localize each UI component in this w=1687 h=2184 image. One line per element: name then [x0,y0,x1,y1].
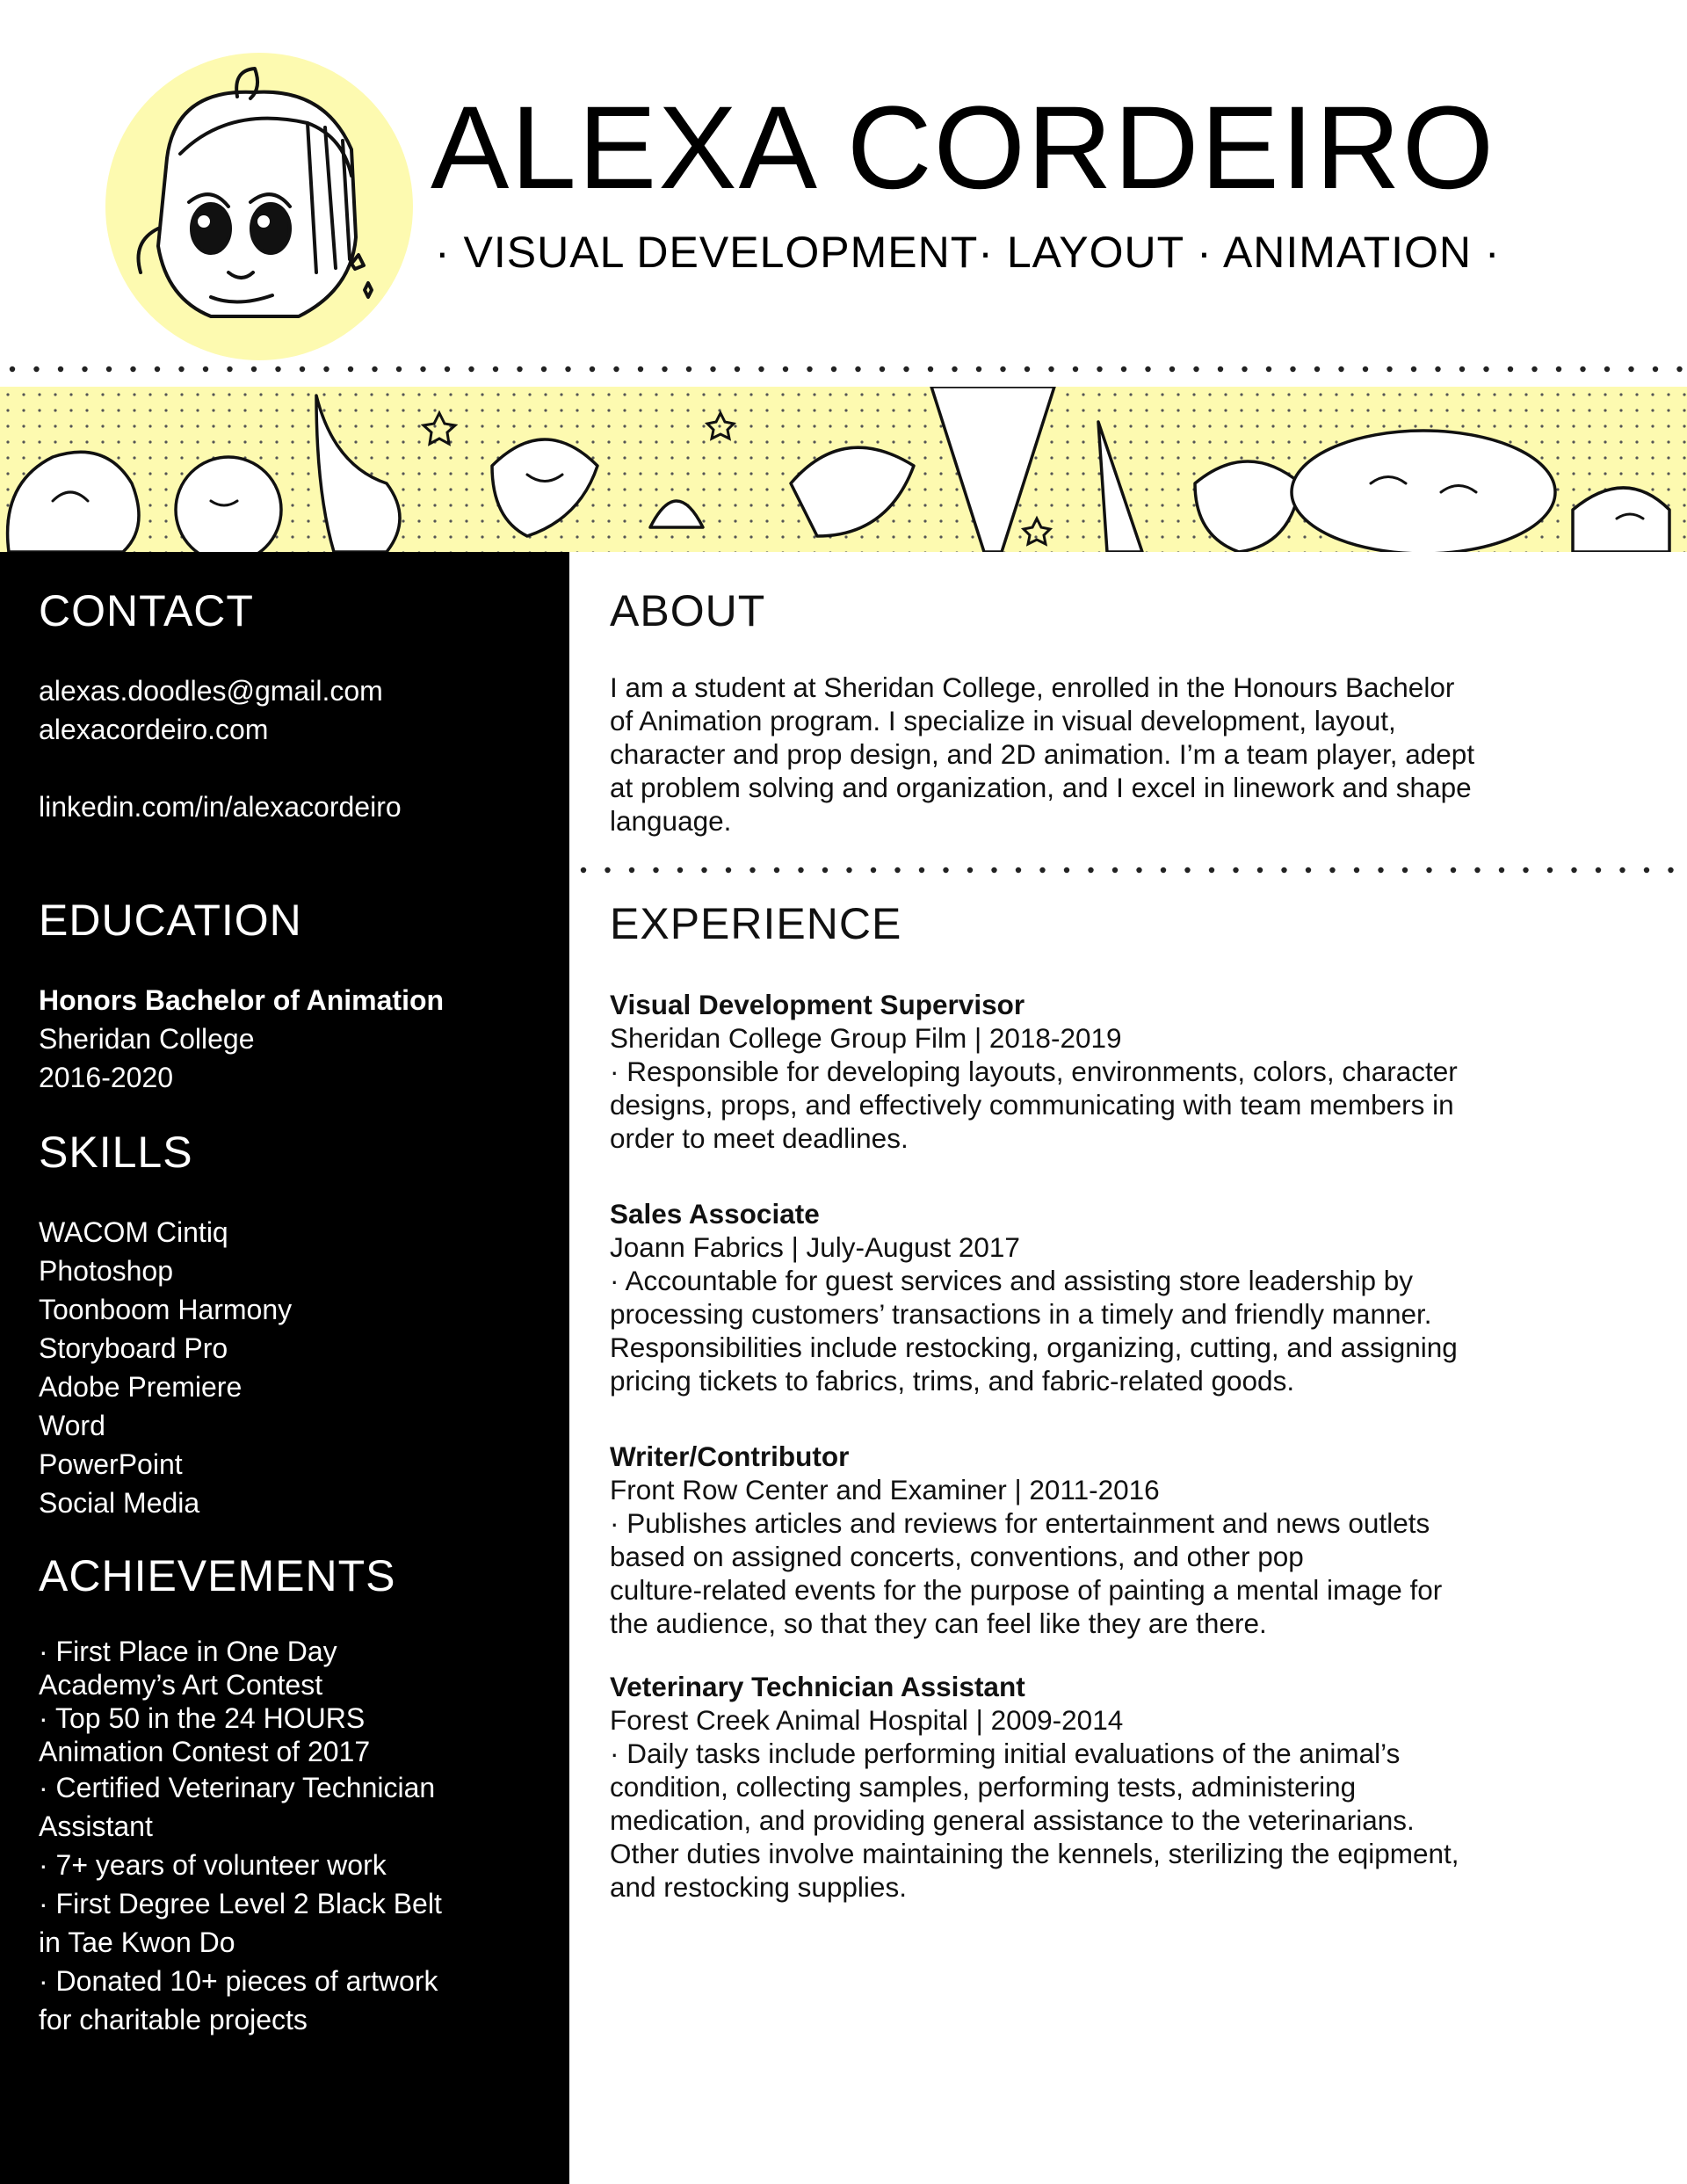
skill-item: PowerPoint [39,1448,183,1480]
achievement-line: · Certified Veterinary Technician [39,1772,436,1803]
job-org: Forest Creek Animal Hospital | 2009-2014 [610,1704,1124,1736]
page-title: ALEXA CORDEIRO [431,83,1496,214]
skill-item: Word [39,1410,105,1441]
about-line: character and prop design, and 2D animation. I’m a team player, adept [610,738,1475,770]
job-line: pricing tickets to fabrics, trims, and fabric-related goods. [610,1365,1295,1397]
about-text [610,671,1664,838]
education-info [39,981,548,1097]
about-heading: ABOUT [610,586,766,635]
education-heading: EDUCATION [39,896,302,945]
achievement-line: for charitable projects [39,2004,308,2035]
job-title: Sales Associate [610,1198,820,1230]
job-line: · Accountable for guest services and assisting store leadership by [610,1265,1413,1296]
school: Sheridan College [39,1023,255,1055]
job-line: designs, props, and effectively communicating with team members in [610,1089,1454,1121]
job-org: Front Row Center and Examiner | 2011-2016 [610,1474,1160,1506]
skill-item: Social Media [39,1487,200,1519]
website-link[interactable]: alexacordeiro.com [39,714,269,745]
achievement-line: · Top 50 in the 24 HOURS [39,1702,366,1734]
education-years: 2016-2020 [39,1062,174,1093]
dotted-divider [573,860,1687,881]
job-entry [610,988,1664,1155]
job-line: and restocking supplies. [610,1871,907,1903]
job-title: Writer/Contributor [610,1440,850,1472]
job-line: Responsibilities include restocking, organizing, cutting, and assigning [610,1331,1458,1363]
skills-list [39,1213,548,1522]
achievements-list [39,1635,548,2039]
achievements-heading: ACHIEVEMENTS [39,1551,396,1600]
job-line: Other duties involve maintaining the kennels, sterilizing the eqipment, [610,1838,1459,1869]
job-entry [610,1197,1664,1397]
job-line: condition, collecting samples, performing tests, administering [610,1771,1357,1803]
degree: Honors Bachelor of Animation [39,984,445,1016]
doodle-illustration-icon [0,387,1687,552]
job-org: Joann Fabrics | July-August 2017 [610,1231,1020,1263]
achievement-line: · First Degree Level 2 Black Belt [39,1888,442,1919]
contact-info [39,671,548,826]
sidebar [0,552,569,2184]
tagline: · VISUAL DEVELOPMENT· LAYOUT · ANIMATION · [435,228,1501,277]
job-line: · Responsible for developing layouts, environments, colors, character [610,1056,1458,1087]
avatar [105,53,413,360]
job-line: processing customers’ transactions in a timely and friendly manner. [610,1298,1432,1330]
job-line: · Daily tasks include performing initial evaluations of the animal’s [610,1738,1401,1769]
job-entry [610,1670,1664,1904]
achievement-line: · First Place in One Day [39,1636,337,1667]
achievement-line: in Tae Kwon Do [39,1926,235,1958]
skill-item: Photoshop [39,1255,174,1287]
achievement-line: · Donated 10+ pieces of artwork [39,1965,438,1997]
about-line: language. [610,805,732,837]
skill-item: Toonboom Harmony [39,1294,293,1325]
job-line: based on assigned concerts, conventions, and other pop [610,1541,1304,1572]
job-title: Visual Development Supervisor [610,989,1025,1020]
doodle-banner [0,387,1687,552]
skill-item: WACOM Cintiq [39,1216,228,1248]
achievement-line: Assistant [39,1810,153,1842]
job-line: order to meet deadlines. [610,1122,909,1154]
email-link[interactable]: alexas.doodles@gmail.com [39,675,383,707]
achievement-line: Academy’s Art Contest [39,1669,323,1701]
job-line: · Publishes articles and reviews for entertainment and news outlets [610,1507,1430,1539]
experience-heading: EXPERIENCE [610,899,902,948]
avatar-illustration-icon [105,53,413,360]
job-title: Veterinary Technician Assistant [610,1671,1025,1702]
achievement-line: · 7+ years of volunteer work [39,1849,387,1881]
about-line: I am a student at Sheridan College, enrolled in the Honours Bachelor [610,671,1455,703]
job-line: culture-related events for the purpose of painting a mental image for [610,1574,1443,1606]
contact-heading: CONTACT [39,586,254,635]
job-org: Sheridan College Group Film | 2018-2019 [610,1022,1122,1054]
dotted-divider [0,359,1687,380]
job-line: medication, and providing general assistance to the veterinarians. [610,1804,1415,1836]
job-entry [610,1440,1664,1640]
linkedin-link[interactable]: linkedin.com/in/alexacordeiro [39,791,402,823]
skill-item: Adobe Premiere [39,1371,243,1403]
about-line: at problem solving and organization, and I excel in linework and shape [610,772,1472,803]
achievement-line: Animation Contest of 2017 [39,1736,371,1767]
skills-heading: SKILLS [39,1128,193,1177]
about-line: of Animation program. I specialize in visual development, layout, [610,705,1396,736]
job-line: the audience, so that they can feel like they are there. [610,1607,1267,1639]
skill-item: Storyboard Pro [39,1332,228,1364]
